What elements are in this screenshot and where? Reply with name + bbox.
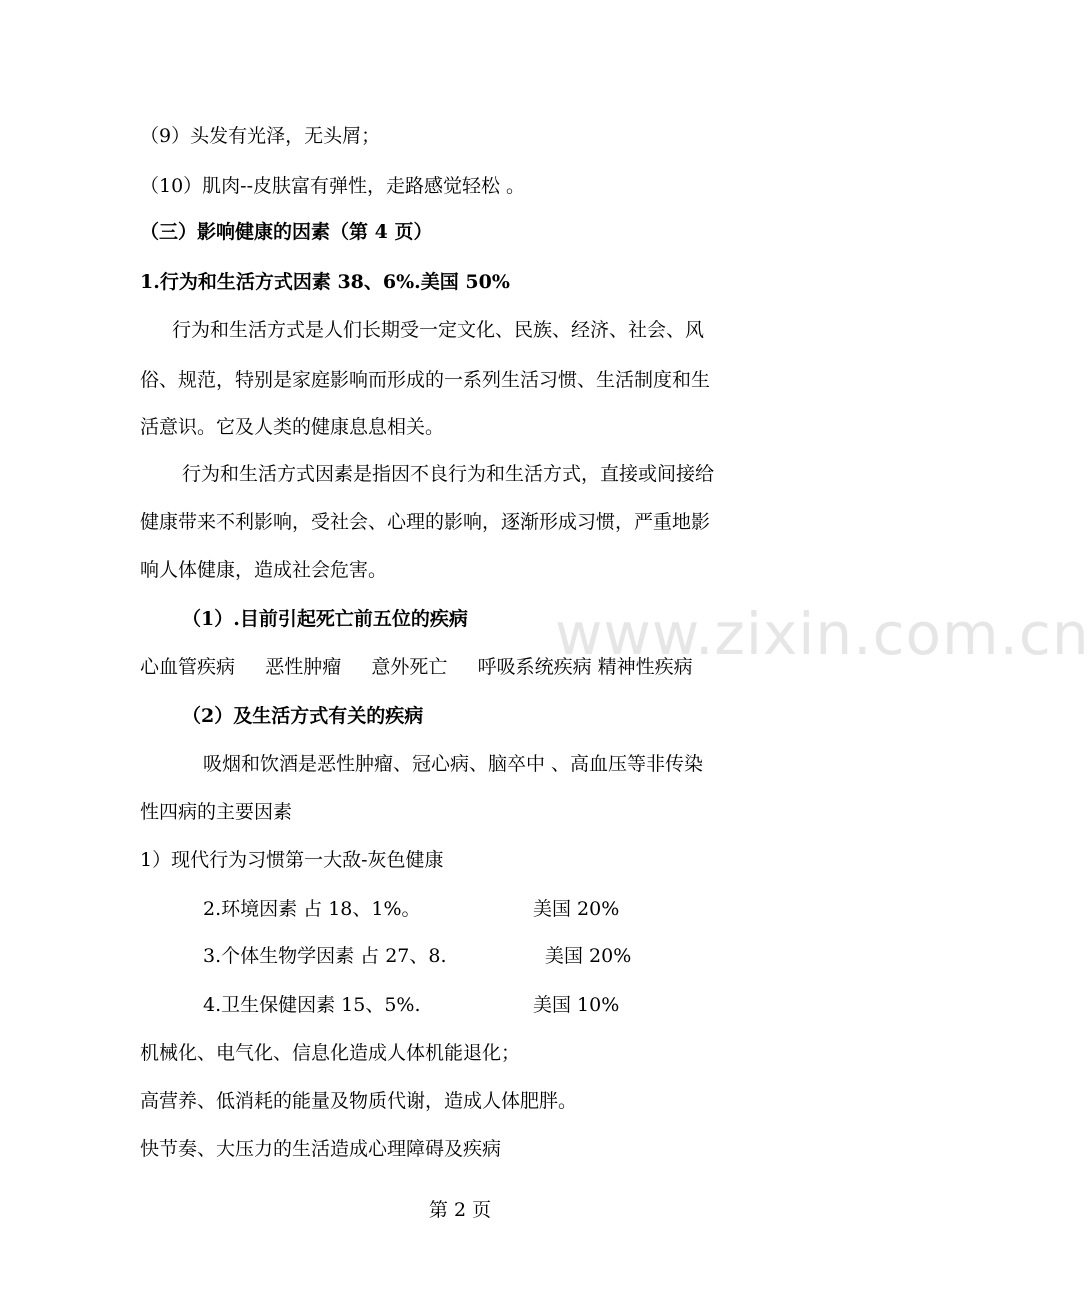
watermark: www.zixin.com.cn xyxy=(555,600,1090,668)
paragraph-3-line-1: 吸烟和饮酒是恶性肿瘤、冠心病、脑卒中 、高血压等非传染 xyxy=(203,753,704,775)
paragraph-1-line-3: 活意识。它及人类的健康息息相关。 xyxy=(140,416,445,438)
factor-us-value: 美国 20% xyxy=(533,898,620,920)
line-mechanization: 机械化、电气化、信息化造成人体机能退化； xyxy=(140,1042,521,1064)
factor-label: 3.个体生物学因素 占 27、8. xyxy=(203,945,447,967)
paragraph-3-line-2: 性四病的主要因素 xyxy=(140,801,293,823)
section-heading: （三）影响健康的因素（第 4 页） xyxy=(140,221,433,243)
heading-lifestyle-diseases: （2）及生活方式有关的疾病 xyxy=(182,705,424,727)
line-nutrition: 高营养、低消耗的能量及物质代谢，造成人体肥胖。 xyxy=(140,1090,578,1112)
line-pace: 快节奏、大压力的生活造成心理障碍及疾病 xyxy=(140,1138,502,1160)
factor-row-healthcare xyxy=(0,993,920,1017)
factor-us-value: 美国 20% xyxy=(545,945,632,967)
factor-us-value: 美国 10% xyxy=(533,994,620,1016)
item-gray-health: 1）现代行为习惯第一大敌-灰色健康 xyxy=(140,849,444,871)
factor-label: 2.环境因素 占 18、1%。 xyxy=(203,898,421,920)
paragraph-2-line-2: 健康带来不利影响，受社会、心理的影响，逐渐形成习惯，严重地影 xyxy=(140,511,711,533)
item-9: （9）头发有光泽，无头屑； xyxy=(140,125,381,147)
page-number: 第 2 页 xyxy=(428,1199,492,1221)
diseases-list: 心血管疾病 恶性肿瘤 意外死亡 呼吸系统疾病 精神性疾病 xyxy=(140,656,693,678)
item-10: （10）肌肉--皮肤富有弹性，走路感觉轻松 。 xyxy=(140,175,526,197)
paragraph-1-line-1: 行为和生活方式是人们长期受一定文化、民族、经济、社会、风 xyxy=(172,319,705,341)
paragraph-2-line-1: 行为和生活方式因素是指因不良行为和生活方式，直接或间接给 xyxy=(182,463,715,485)
factor-row-biology xyxy=(0,944,920,968)
paragraph-1-line-2: 俗、规范，特别是家庭影响而形成的一系列生活习惯、生活制度和生 xyxy=(140,369,711,391)
subheading-lifestyle: 1.行为和生活方式因素 38、6%.美国 50% xyxy=(140,271,510,293)
factor-row-environment xyxy=(0,897,920,921)
paragraph-2-line-3: 响人体健康，造成社会危害。 xyxy=(140,559,388,581)
heading-top-five-diseases: （1）.目前引起死亡前五位的疾病 xyxy=(182,608,468,630)
factor-label: 4.卫生保健因素 15、5%. xyxy=(203,994,421,1016)
